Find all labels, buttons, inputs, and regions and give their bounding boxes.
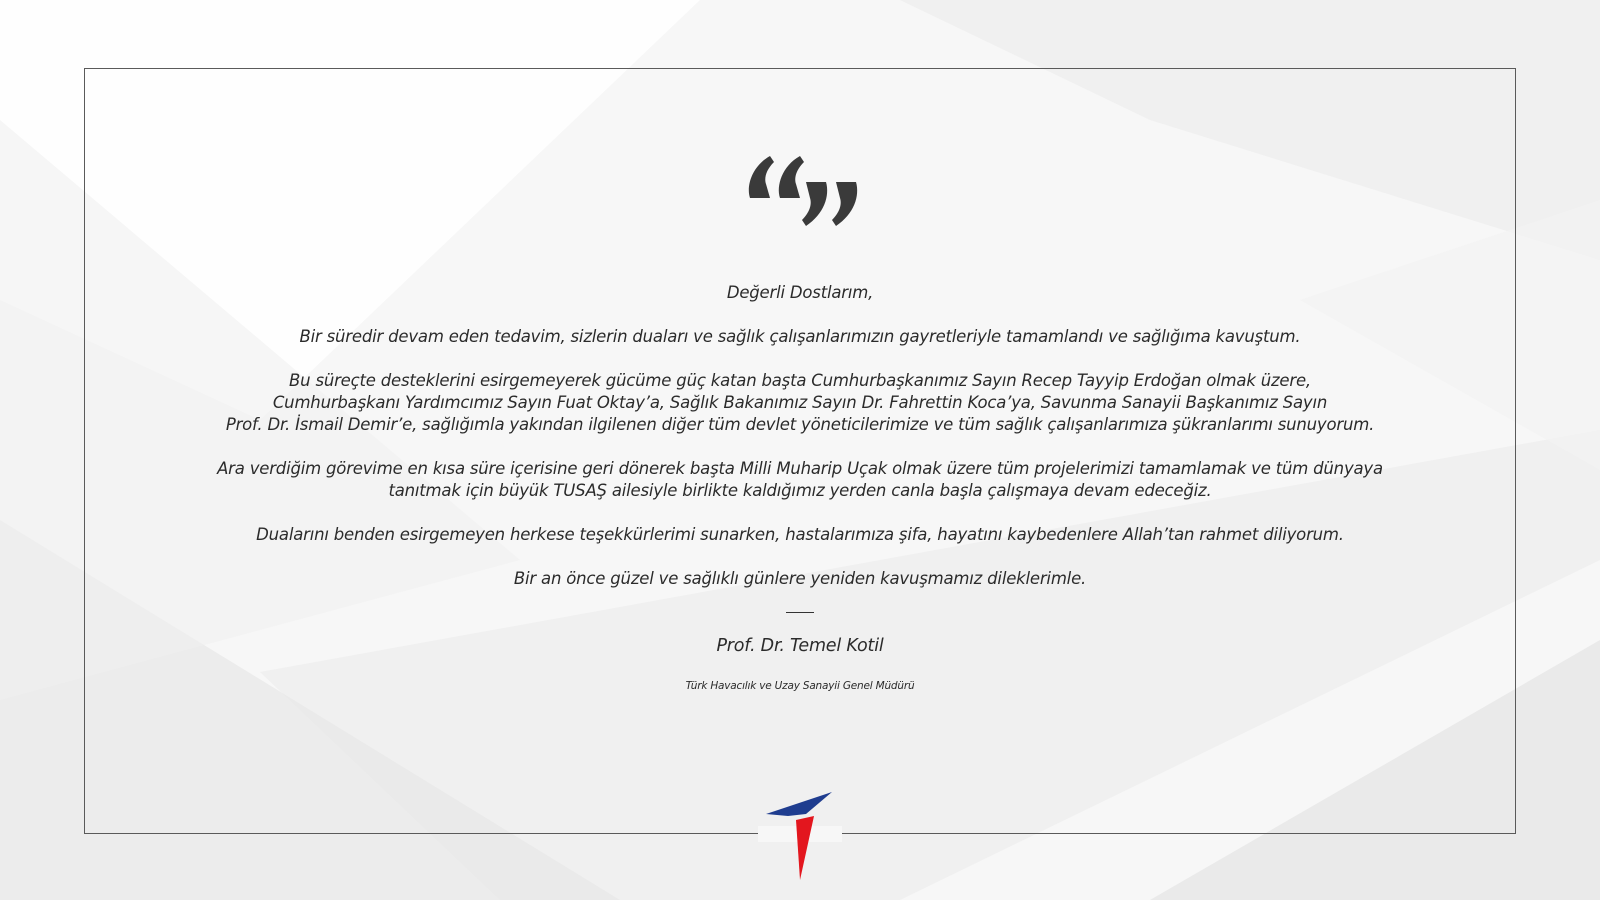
letter-line: Prof. Dr. İsmail Demir’e, sağlığımla yakından ilgilenen diğer tüm devlet yöneticilerimize ve tüm sağlık çalışanlarımıza şükranlarımı sunuyorum. [225,415,1375,434]
tusas-logo-icon [766,792,836,880]
letter-paragraph-2 [84,370,1516,436]
letter-greeting: Değerli Dostlarım, [726,283,874,302]
quotation-marks-icon [740,150,860,232]
signature-title: Türk Havacılık ve Uzay Sanayii Genel Müdürü [685,680,915,692]
letter-paragraph-5: Bir an önce güzel ve sağlıklı günlere yeniden kavuşmamız dileklerimle. [513,569,1087,588]
letter-line: tanıtmak için büyük TUSAŞ ailesiyle birlikte kaldığımız yerden canla başla çalışmaya devam edeceğiz. [388,481,1212,500]
letter-body [84,282,1516,715]
signature-name: Prof. Dr. Temel Kotil [716,636,884,656]
signature-divider [786,612,814,613]
letter-line: Ara verdiğim görevime en kısa süre içerisine geri dönerek başta Milli Muharip Uçak olmak üzere tüm projelerimizi tamamlamak ve tüm dünyaya [217,459,1383,478]
letter-line: Bu süreçte desteklerini esirgemeyerek gücüme güç katan başta Cumhurbaşkanımız Sayın Recep Tayyip Erdoğan olmak üzere, [289,371,1311,390]
letter-paragraph-3 [84,458,1516,502]
letter-paragraph-1: Bir süredir devam eden tedavim, sizlerin duaları ve sağlık çalışanlarımızın gayretleriyle tamamlandı ve sağlığıma kavuştum. [299,327,1301,346]
letter-line: Cumhurbaşkanı Yardımcımız Sayın Fuat Oktay’a, Sağlık Bakanımız Sayın Dr. Fahrettin Koca’ya, Savunma Sanayii Başkanımız Sayın [272,393,1328,412]
letter-paragraph-4: Dualarını benden esirgemeyen herkese teşekkürlerimi sunarken, hastalarımıza şifa, hayatını kaybedenlere Allah’tan rahmet diliyorum. [256,525,1344,544]
